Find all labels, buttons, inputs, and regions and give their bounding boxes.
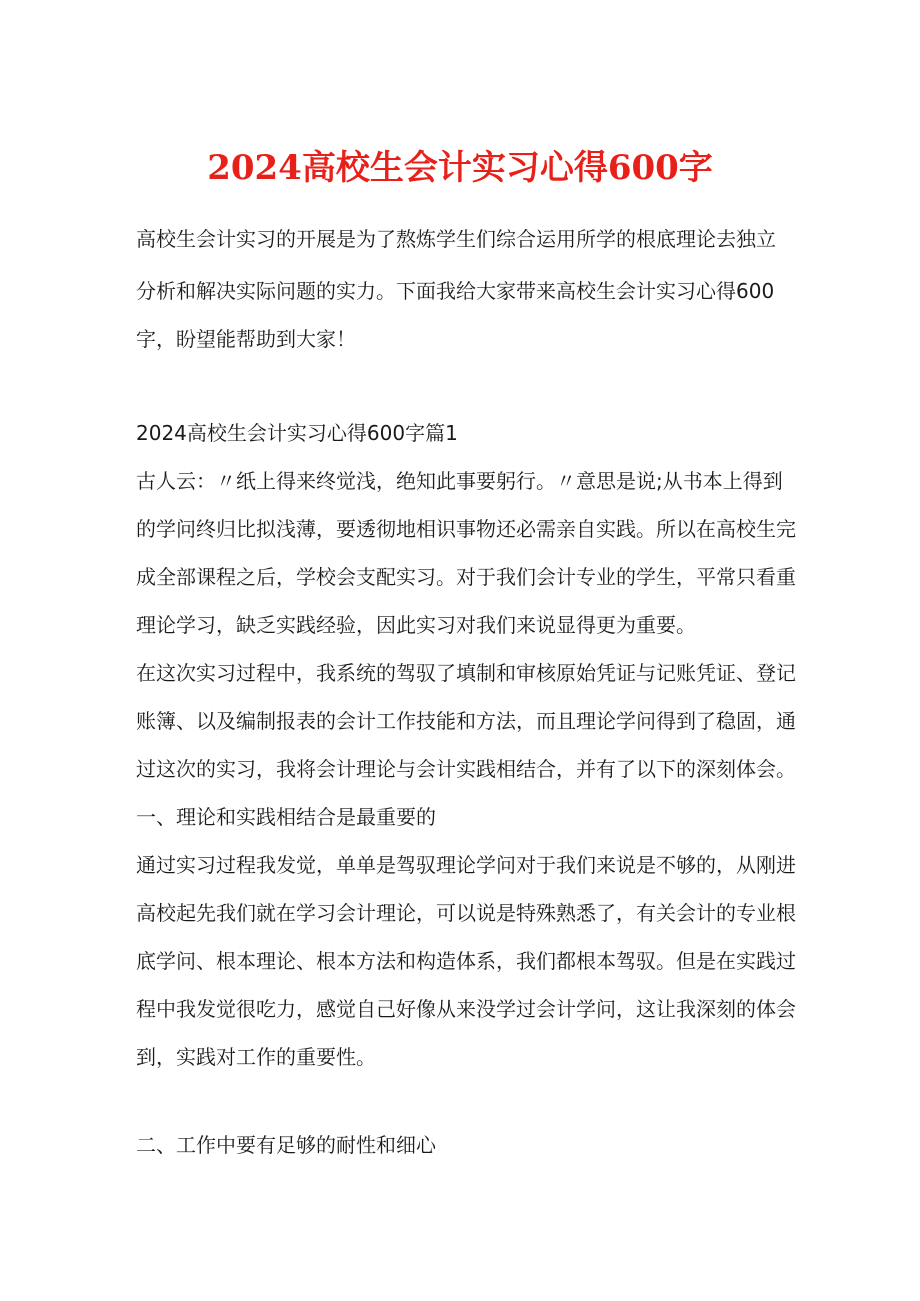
- intro-line: 高校生会计实习的开展是为了熬炼学生们综合运用所学的根底理论去独立: [136, 227, 776, 251]
- paragraph-line: 程中我发觉很吃力，感觉自己好像从来没学过会计学问，这让我深刻的体会: [136, 997, 796, 1021]
- section-heading: 2024高校生会计实习心得600字篇1: [136, 421, 458, 445]
- paragraph-line: 理论学习，缺乏实践经验，因此实习对我们来说显得更为重要。: [136, 613, 696, 637]
- intro-line: 分析和解决实际问题的实力。下面我给大家带来高校生会计实习心得600: [136, 279, 775, 303]
- paragraph-line: 通过实习过程我发觉，单单是驾驭理论学问对于我们来说是不够的，从刚进: [136, 853, 796, 877]
- paragraph-line: 的学问终归比拟浅薄，要透彻地相识事物还必需亲自实践。所以在高校生完: [136, 517, 796, 541]
- paragraph-line: 古人云：〃纸上得来终觉浅，绝知此事要躬行。〃意思是说;从书本上得到: [136, 469, 783, 493]
- point-heading: 一、理论和实践相结合是最重要的: [136, 805, 436, 829]
- paragraph-line: 高校起先我们就在学习会计理论，可以说是特殊熟悉了，有关会计的专业根: [136, 901, 796, 925]
- paragraph-line: 账簿、以及编制报表的会计工作技能和方法，而且理论学问得到了稳固，通: [136, 709, 796, 733]
- paragraph-line: 成全部课程之后，学校会支配实习。对于我们会计专业的学生，平常只看重: [136, 565, 796, 589]
- document-title: 2024高校生会计实习心得600字: [207, 148, 713, 188]
- intro-line: 字，盼望能帮助到大家！: [136, 327, 356, 351]
- paragraph-line: 到，实践对工作的重要性。: [136, 1045, 376, 1069]
- paragraph-line: 在这次实习过程中，我系统的驾驭了填制和审核原始凭证与记账凭证、登记: [136, 661, 796, 685]
- paragraph-line: 过这次的实习，我将会计理论与会计实践相结合，并有了以下的深刻体会。: [136, 757, 796, 781]
- point-heading: 二、工作中要有足够的耐性和细心: [136, 1133, 436, 1157]
- paragraph-line: 底学问、根本理论、根本方法和构造体系，我们都根本驾驭。但是在实践过: [136, 949, 796, 973]
